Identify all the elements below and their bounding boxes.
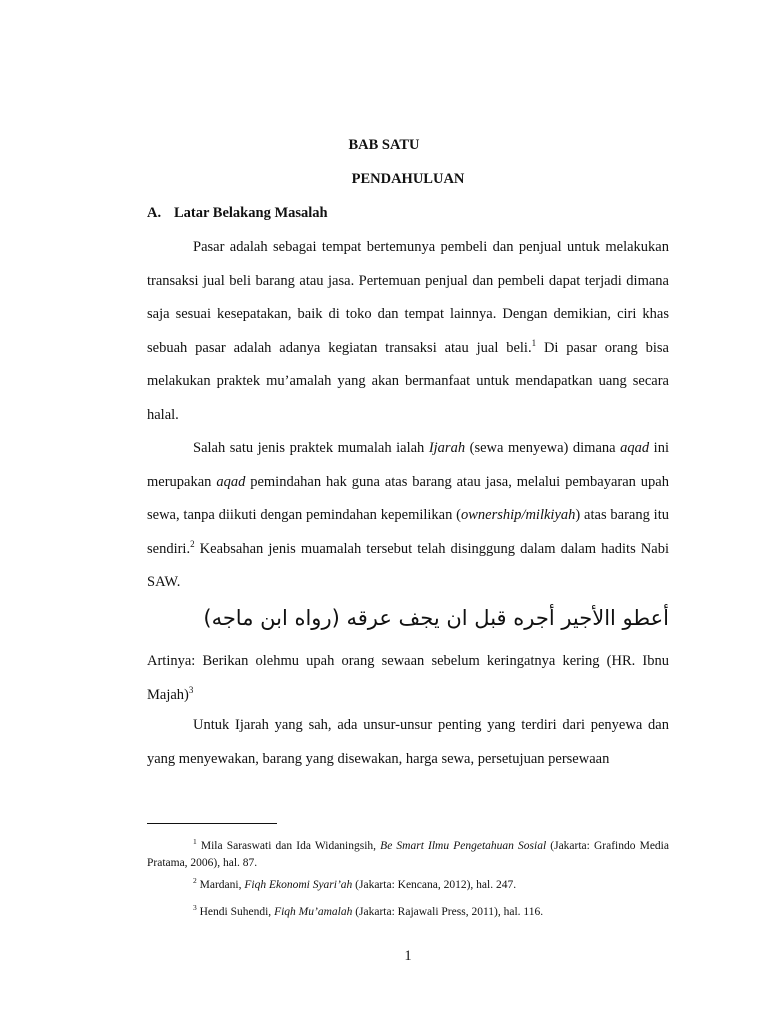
footnote-2 [147, 877, 669, 894]
hadith-arabic: أعطو االأجير أجره قبل ان يجف عرقه (رواه ابن ماجه) [203, 606, 669, 630]
section-title: Latar Belakang Masalah [174, 205, 328, 221]
term-ijarah: Ijarah [428, 440, 466, 456]
footnote-author: Hendi Suhendi, [196, 906, 275, 918]
footnote-author: Mila Saraswati dan Ida Widaningsih, [196, 840, 381, 852]
section-number: A. [147, 205, 162, 221]
term-aqad: aqad [620, 440, 650, 456]
footnote-ref-1[interactable]: 1 [531, 337, 537, 348]
footnote-ref-3[interactable]: 3 [188, 684, 194, 695]
paragraph-1-part-1: Pasar adalah sebagai tempat bertemunya pembeli dan penjual untuk melakukan transaksi jual beli barang atau jasa. Pertemuan penjual dan pembeli dapat terjadi dimana saja sesuai kesepatakan, baik di toko dan tempat lainnya. Dengan demikian, ciri khas sebuah pasar adalah adanya kegiatan transaksi atau jual beli. [147, 239, 669, 356]
footnote-publication: (Jakarta: Grafindo Media Pratama, 2006), hal. 87. [147, 840, 669, 869]
translation-text: Artinya: Berikan olehmu upah orang sewaan sebelum keringatnya kering (HR. Ibnu Majah) [147, 653, 669, 703]
paragraph-1 [147, 231, 669, 432]
chapter-heading: PENDAHULUAN [351, 171, 465, 187]
paragraph-2-text-3: ini merupakan [147, 440, 669, 490]
footnote-number: 2 [193, 876, 197, 886]
footnote-publication: (Jakarta: Kencana, 2012), hal. 247. [352, 879, 517, 891]
footnote-number: 1 [193, 837, 197, 847]
footnote-book-title: Be Smart Ilmu Pengetahuan Sosial [380, 840, 547, 852]
footnote-separator [147, 823, 277, 824]
paragraph-2 [147, 432, 669, 600]
footnote-book-title: Fiqh Mu’amalah [274, 906, 353, 918]
footnote-3 [147, 904, 669, 921]
paragraph-2-text-1: Salah satu jenis praktek mumalah ialah [193, 440, 429, 456]
paragraph-3: Untuk Ijarah yang sah, ada unsur-unsur penting yang terdiri dari penyewa dan yang menyewakan, barang yang disewakan, harga sewa, persetujuan persewaan [147, 717, 669, 767]
paragraph-1-part-2: Di pasar orang bisa melakukan praktek mu’amalah yang akan bermanfaat untuk mendapatkan uang secara halal. [147, 339, 669, 423]
footnote-book-title: Fiqh Ekonomi Syari’ah [244, 879, 353, 891]
term-ownership: ownership/milkiyah [461, 507, 576, 523]
paragraph-2-text-2: (sewa menyewa) dimana [465, 440, 621, 456]
footnote-1 [147, 838, 669, 872]
footnote-ref-2[interactable]: 2 [190, 538, 195, 549]
footnote-author: Mardani, [196, 879, 245, 891]
footnote-publication: (Jakarta: Rajawali Press, 2011), hal. 116. [352, 906, 544, 918]
term-aqad-2: aqad [216, 473, 246, 490]
page-number: 1 [404, 948, 412, 964]
section-heading [147, 205, 328, 222]
hadith-translation [147, 645, 669, 712]
chapter-title: BAB SATU [348, 137, 420, 153]
paragraph-2-text-6: Keabsahan jenis muamalah tersebut telah disinggung dalam dalam hadits Nabi SAW. [147, 540, 669, 590]
paragraph-2-text-4: pemindahan hak guna atas barang atau jasa, melalui pembayaran upah sewa, tanpa diikuti dengan pemindahan kepemilikan ( [147, 473, 669, 523]
footnote-number: 3 [193, 903, 197, 913]
paragraph-2-text-5: ) atas barang itu sendiri. [147, 507, 669, 557]
